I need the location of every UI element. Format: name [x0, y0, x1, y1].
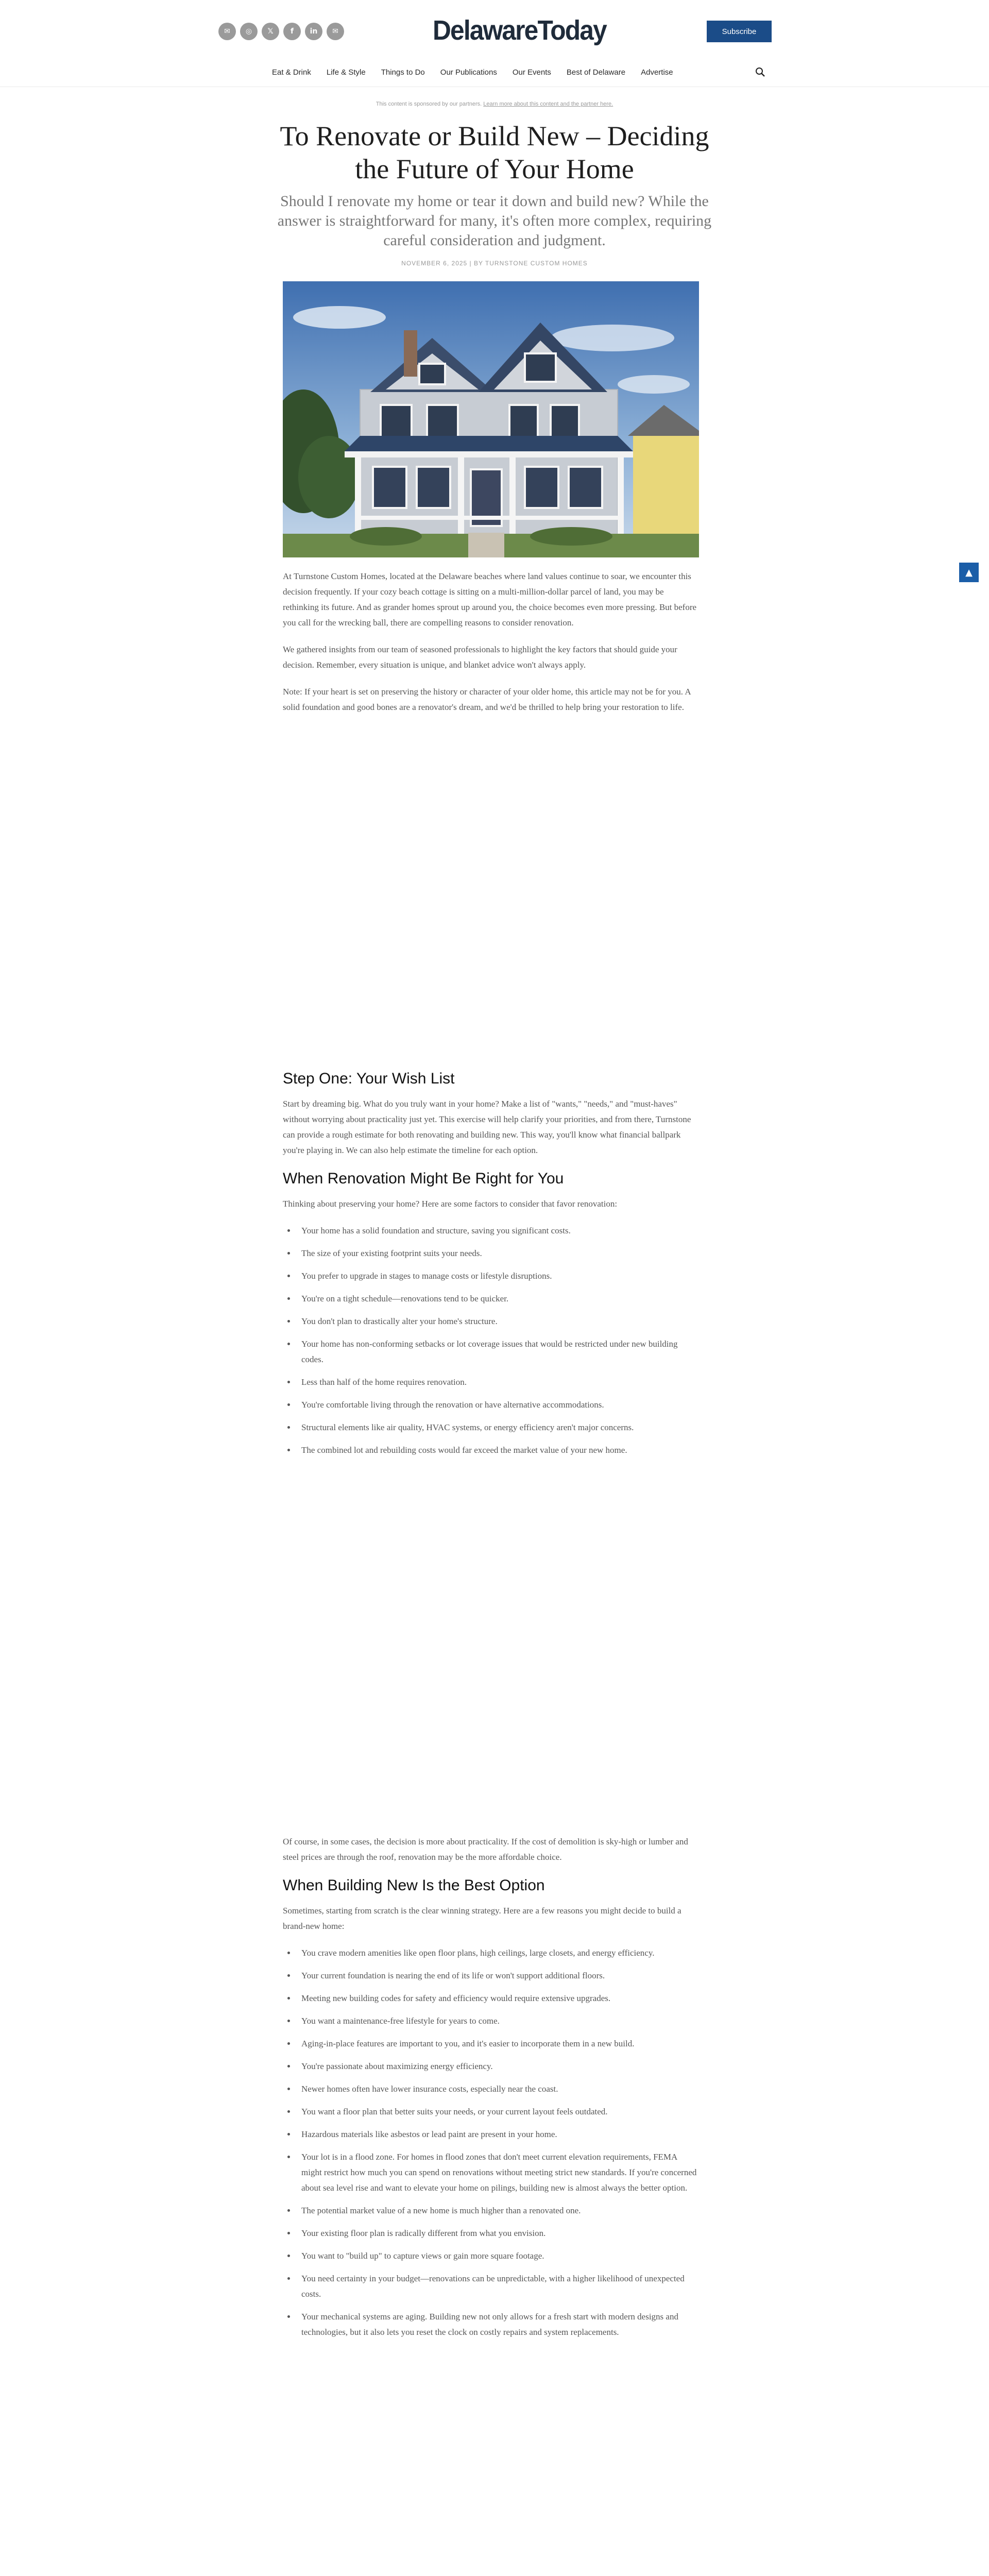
list-item: • Less than half of the home requires renovation. — [296, 1375, 699, 1390]
list-item: • Your lot is in a flood zone. For homes in flood zones that don't meet current elevation requirements, FEMA might restrict how much you can spend on renovations without meeting strict new standards. If you're concerned about sea level rise and want to elevate your home on pilings, building new is almost always the better option. — [296, 2149, 699, 2196]
list-item: • You need certainty in your budget—renovations can be unpredictable, with a higher likelihood of unexpected costs. — [296, 2271, 699, 2302]
article-title: To Renovate or Build New – Deciding the Future of Your Home — [280, 121, 709, 184]
list-item: • Your home has a solid foundation and structure, saving you significant costs. — [296, 1223, 699, 1239]
section-paragraph: Sometimes, starting from scratch is the clear winning strategy. Here are a few reasons you might decide to build a brand-new home: — [283, 1906, 681, 1931]
social-links — [218, 23, 344, 40]
list-item: • You want a floor plan that better suits your needs, or your current layout feels outdated. — [296, 2104, 699, 2120]
email-alt-icon[interactable]: ✉ — [327, 23, 344, 40]
sponsored-notice — [0, 101, 989, 107]
list-item: • Meeting new building codes for safety and efficiency would require extensive upgrades. — [296, 1991, 699, 2006]
nav-item[interactable]: Our Publications — [440, 68, 497, 77]
list-item: • Newer homes often have lower insurance costs, especially near the coast. — [296, 2081, 699, 2097]
list-item: • You want a maintenance-free lifestyle for years to come. — [296, 2013, 699, 2029]
x-icon[interactable]: 𝕏 — [262, 23, 279, 40]
section-heading: When Renovation Might Be Right for You — [283, 1170, 564, 1187]
section-wish-list — [283, 1070, 699, 1465]
list-item: • Your existing floor plan is radically different from what you envision. — [296, 2226, 699, 2241]
list-item: • You prefer to upgrade in stages to manage costs or lifestyle disruptions. — [296, 1268, 699, 1284]
renovation-reasons-list — [283, 1223, 699, 1458]
nav-item[interactable]: Our Events — [512, 68, 551, 77]
article-intro — [283, 569, 699, 726]
article-meta: NOVEMBER 6, 2025 | BY TURNSTONE CUSTOM HOMES — [401, 260, 588, 267]
email-icon[interactable]: ✉ — [218, 23, 236, 40]
nav-item[interactable]: Advertise — [641, 68, 673, 77]
sponsored-notice-link[interactable]: Learn more about this content and the partner here. — [483, 101, 613, 107]
list-item: • You're comfortable living through the renovation or have alternative accommodations. — [296, 1397, 699, 1413]
linkedin-icon[interactable]: in — [305, 23, 322, 40]
list-item: • Aging-in-place features are important to you, and it's easier to incorporate them in a new build. — [296, 2036, 699, 2052]
list-item: • Your mechanical systems are aging. Building new not only allows for a fresh start with modern designs and technologies, but it also lets you reset the clock on costly repairs and system replacements. — [296, 2309, 699, 2340]
list-item: • Your current foundation is nearing the end of its life or won't support additional floors. — [296, 1968, 699, 1984]
facebook-icon[interactable]: f — [283, 23, 301, 40]
section-heading: When Building New Is the Best Option — [283, 1877, 545, 1894]
list-item: • You're passionate about maximizing energy efficiency. — [296, 2059, 699, 2074]
list-item: • You're on a tight schedule—renovations tend to be quicker. — [296, 1291, 699, 1307]
site-logo[interactable]: DelawareToday — [433, 15, 606, 46]
nav-item[interactable]: Best of Delaware — [566, 68, 626, 77]
list-item: • Hazardous materials like asbestos or lead paint are present in your home. — [296, 2127, 699, 2142]
main-nav — [0, 60, 989, 87]
section-paragraph: Start by dreaming big. What do you truly want in your home? Make a list of "wants," "needs," and "must-haves" without worrying about practicality just yet. This exercise will help clarify your priorities, and from there, Turnstone can provide a rough estimate for both renovating and building new. This way, you'll know what financial ballpark you're playing in. We can also help estimate the timeline for each option. — [283, 1099, 691, 1155]
list-item: • You crave modern amenities like open floor plans, high ceilings, large closets, and energy efficiency. — [296, 1945, 699, 1961]
hero-house-image — [283, 281, 699, 557]
instagram-icon[interactable]: ◎ — [240, 23, 258, 40]
chevron-up-icon: ▲ — [965, 567, 973, 578]
section-build-new — [283, 1834, 699, 2347]
section-paragraph: Of course, in some cases, the decision is more about practicality. If the cost of demolition is sky-high or lumber and steel prices are through the roof, renovation may be the more affordable choice. — [283, 1837, 688, 1862]
search-icon[interactable] — [755, 67, 765, 77]
nav-item[interactable]: Life & Style — [326, 68, 366, 77]
list-item: • The size of your existing footprint suits your needs. — [296, 1246, 699, 1261]
list-item: • You don't plan to drastically alter your home's structure. — [296, 1314, 699, 1329]
section-heading: Step One: Your Wish List — [283, 1070, 455, 1087]
sponsored-notice-text: This content is sponsored by our partners. — [376, 101, 484, 107]
intro-paragraph: At Turnstone Custom Homes, located at the Delaware beaches where land values continue to soar, we encounter this decision frequently. If your cozy beach cottage is sitting on a multi-million-dollar parcel of land, you may be rethinking its future. And as grander homes sprout up around you, the choice becomes even more pressing. But before you call for the wrecking ball, there are compelling reasons to consider renovation. — [283, 571, 697, 628]
list-item: • Your home has non-conforming setbacks or lot coverage issues that would be restricted under new building codes. — [296, 1336, 699, 1367]
subscribe-button[interactable]: Subscribe — [707, 21, 772, 42]
list-item: • You want to "build up" to capture views or gain more square footage. — [296, 2248, 699, 2264]
nav-item[interactable]: Things to Do — [381, 68, 425, 77]
article-dek: Should I renovate my home or tear it down and build new? While the answer is straightforward for many, it's often more complex, requiring careful consideration and judgment. — [277, 193, 712, 249]
list-item: • The combined lot and rebuilding costs would far exceed the market value of your new home. — [296, 1443, 699, 1458]
intro-paragraph: Note: If your heart is set on preserving the history or character of your older home, this article may not be for you. A solid foundation and good bones are a renovator's dream, and we'd be thrilled to help bring your restoration to life. — [283, 687, 691, 712]
site-header — [0, 0, 989, 60]
intro-paragraph: We gathered insights from our team of seasoned professionals to highlight the key factors that should guide your decision. Remember, every situation is unique, and blanket advice won't always apply. — [283, 645, 677, 670]
nav-item[interactable]: Eat & Drink — [272, 68, 311, 77]
section-paragraph: Thinking about preserving your home? Here are some factors to consider that favor renovation: — [283, 1199, 618, 1209]
list-item: • Structural elements like air quality, HVAC systems, or energy efficiency aren't major concerns. — [296, 1420, 699, 1435]
back-to-top-button[interactable] — [959, 563, 979, 582]
build-new-reasons-list — [283, 1945, 699, 2340]
list-item: • The potential market value of a new home is much higher than a renovated one. — [296, 2203, 699, 2218]
